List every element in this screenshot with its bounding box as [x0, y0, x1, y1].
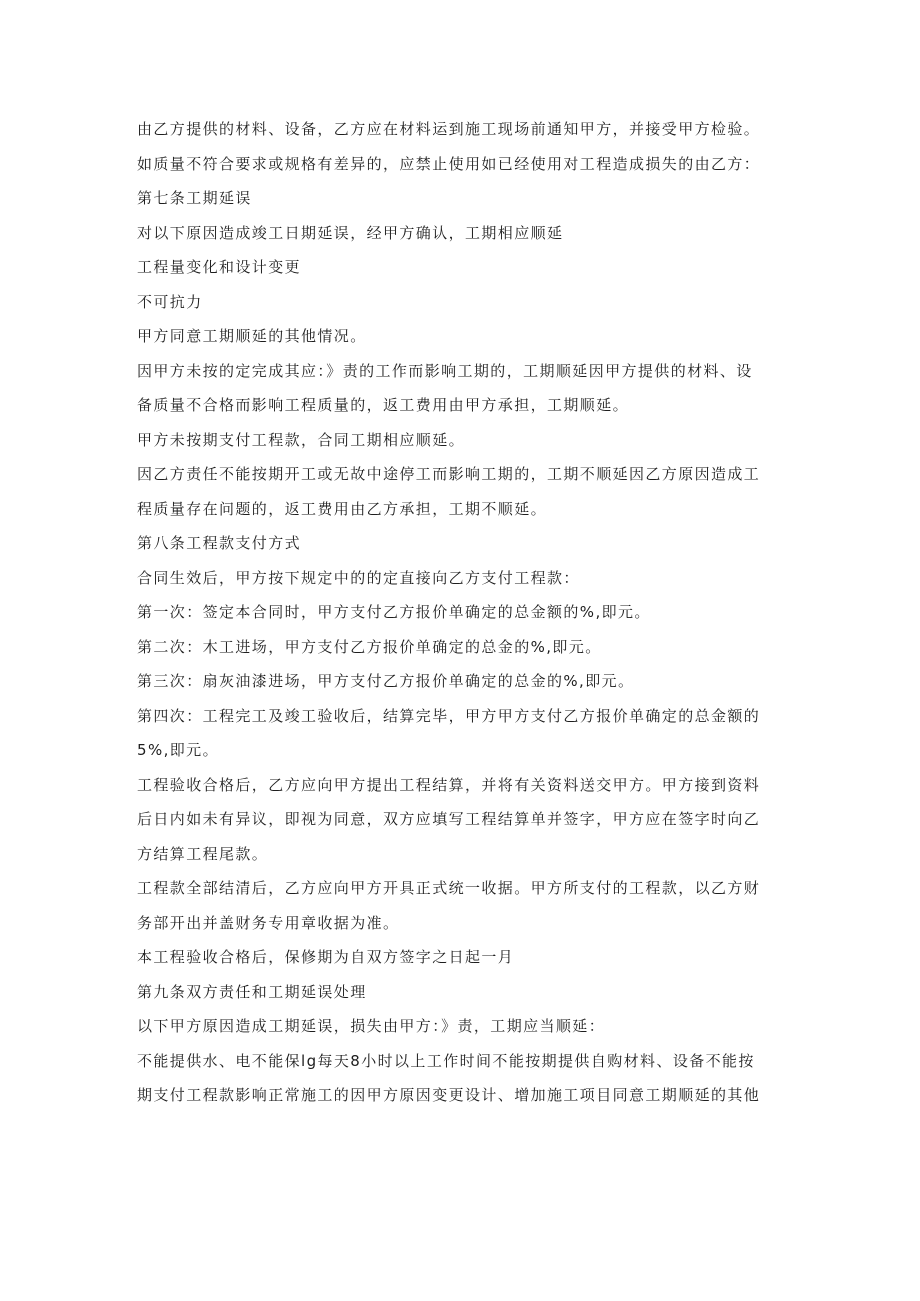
text-line: 备质量不合格而影响工程质量的，返工费用由甲方承担，工期顺延。 [137, 396, 630, 414]
text-line: 工程款全部结清后，乙方应向甲方开具正式统一收据。甲方所支付的工程款，以乙方财 [137, 879, 761, 897]
text-line: 如质量不符合要求或规格有差异的，应禁止使用如已经使用对工程造成损失的由乙方： [137, 154, 761, 173]
document-body [137, 112, 797, 1113]
section-heading: 第八条工程款支付方式 [137, 534, 302, 552]
text-line: 不能提供水、电不能保lg每天8小时以上工作时间不能按期提供自购材料、设备不能按 [137, 1051, 755, 1070]
text-line: 后日内如未有异议，即视为同意，双方应填写工程结算单并签字，甲方应在签字时向乙 [137, 810, 761, 828]
text-line: 工程量变化和设计变更 [137, 258, 302, 276]
text-line: 5%,即元。 [137, 741, 219, 759]
text-line: 甲方未按期支付工程款，合同工期相应顺延。 [137, 430, 466, 449]
section-heading: 第九条双方责任和工期延误处理 [137, 982, 367, 1001]
text-line: 方结算工程尾款。 [137, 844, 269, 863]
text-line: 以下甲方原因造成工期延误，损失由甲方：》责，工期应当顺延： [137, 1017, 606, 1035]
text-line: 期支付工程款影响正常施工的因甲方原因变更设计、增加施工项目同意工期顺延的其他 [137, 1086, 761, 1104]
text-line: 第四次：工程完工及竣工验收后，结算完毕，甲方甲方支付乙方报价单确定的总金额的 [137, 706, 761, 725]
text-line: 因甲方未按的定完成其应：》责的工作而影响工期的，工期顺延因甲方提供的材料、设 [137, 361, 753, 380]
text-line: 由乙方提供的材料、设备，乙方应在材料运到施工现场前通知甲方，并接受甲方检验。 [137, 120, 761, 138]
text-line: 因乙方责任不能按期开工或无故中途停工而影响工期的，工期不顺延因乙方原因造成工 [137, 465, 761, 483]
text-line: 本工程验收合格后，保修期为自双方签字之日起一月 [137, 948, 515, 966]
section-heading: 第七条工期延误 [137, 189, 252, 207]
text-line: 务部开出并盖财务专用章收据为准。 [137, 913, 400, 932]
text-line: 第一次：签定本合同时，甲方支付乙方报价单确定的总金额的%,即元。 [137, 603, 651, 621]
text-line: 合同生效后，甲方按下规定中的的定直接向乙方支付工程款： [137, 568, 580, 587]
text-line: 程质量存在问题的，返工费用由乙方承担，工期不顺延。 [137, 499, 548, 518]
text-line: 对以下原因造成竣工日期延误，经甲方确认，工期相应顺延 [137, 223, 564, 242]
text-line: 工程验收合格后，乙方应向甲方提出工程结算，并将有关资料送交甲方。甲方接到资料 [137, 775, 761, 794]
text-line: 第三次：扇灰油漆进场，甲方支付乙方报价单确定的总金的%,即元。 [137, 672, 635, 690]
text-line: 不可抗力 [137, 292, 203, 311]
text-line: 第二次：木工进场，甲方支付乙方报价单确定的总金的%,即元。 [137, 637, 602, 656]
text-line: 甲方同意工期顺延的其他情况。 [137, 327, 367, 345]
